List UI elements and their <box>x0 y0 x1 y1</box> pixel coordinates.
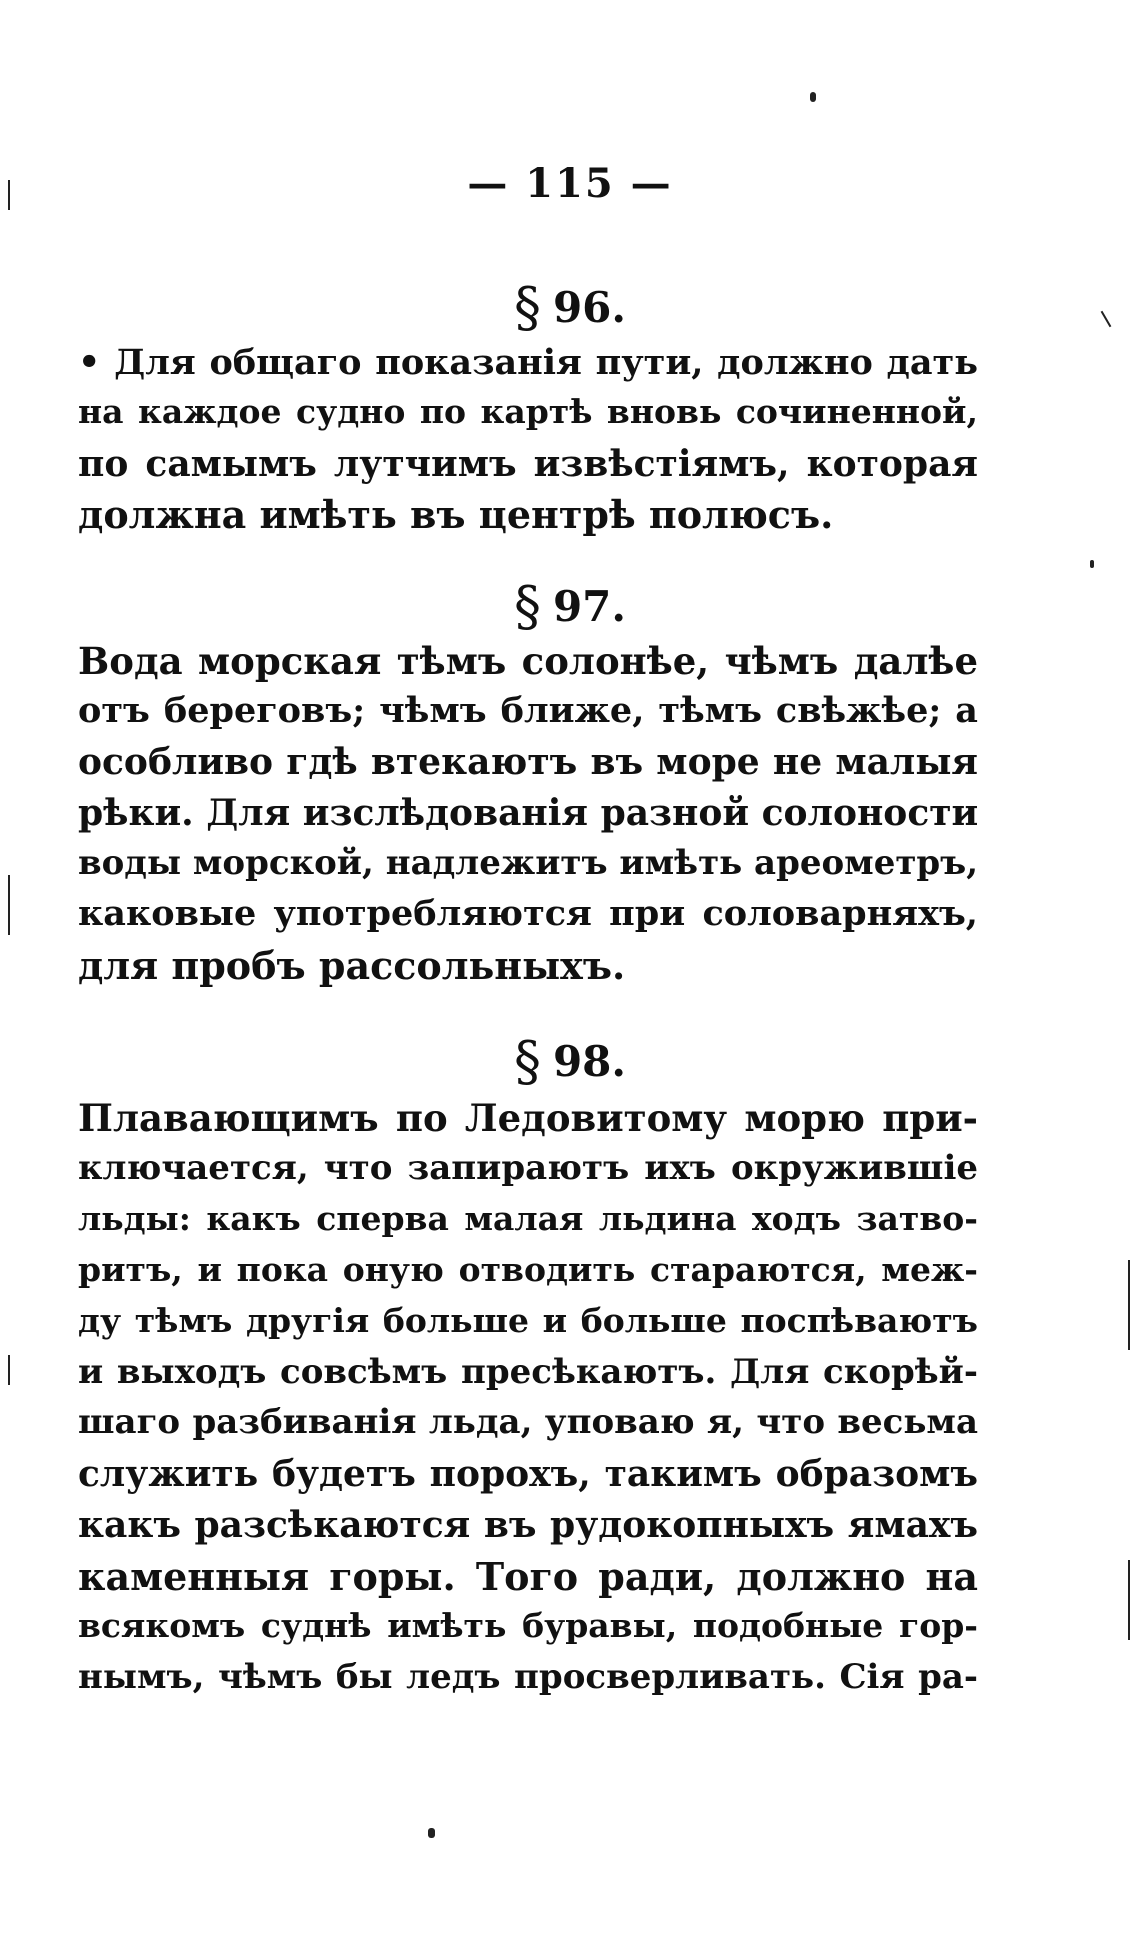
page-number: — 115 — <box>467 160 673 207</box>
section-number: 97. <box>552 582 627 631</box>
section-heading-96 <box>0 276 1140 339</box>
section-heading-98 <box>0 1030 1140 1093</box>
text-line: каковые употребляются при соловарняхъ, <box>78 893 978 934</box>
section-sign: § <box>513 1030 541 1093</box>
scan-mark-left-3 <box>8 1355 10 1385</box>
text-line: для пробъ рассольныхъ. <box>78 943 626 988</box>
text-line: рѣки. Для изслѣдованія разной солоности <box>78 792 979 834</box>
text-line: служить будетъ порохъ, такимъ образомъ <box>78 1453 978 1495</box>
text-line: какъ разсѣкаются въ рудокопныхъ ямахъ <box>78 1504 978 1546</box>
section-sign: § <box>513 276 541 339</box>
text-line: на каждое судно по картѣ вновь сочиненной, <box>78 392 978 431</box>
section-number: 98. <box>552 1037 627 1086</box>
text-line: особливо гдѣ втекаютъ въ море не малыя <box>78 741 978 783</box>
text-line: ключается, что запираютъ ихъ окружившіе <box>78 1148 978 1188</box>
text-line: нымъ, чѣмъ бы ледъ просверливать. Сія ра- <box>78 1657 978 1697</box>
text-line: отъ береговъ; чѣмъ ближе, тѣмъ свѣжѣе; а <box>78 690 978 731</box>
text-line: по самымъ лутчимъ извѣстіямъ, которая <box>78 443 978 485</box>
text-line: должна имѣть въ центрѣ полюсъ. <box>78 492 834 537</box>
scan-mark-right-2 <box>1128 1560 1130 1640</box>
text-line: каменныя горы. Того ради, должно на <box>78 1554 978 1599</box>
section-number: 96. <box>552 283 627 332</box>
section-sign: § <box>513 575 541 638</box>
text-line: ритъ, и пока оную отводить стараются, меж- <box>78 1250 978 1289</box>
scan-dot-2 <box>1090 560 1094 568</box>
text-line: Вода морская тѣмъ солонѣе, чѣмъ далѣе <box>78 639 978 683</box>
text-line: льды: какъ сперва малая льдина ходъ затво- <box>78 1199 978 1238</box>
scan-mark-left-2 <box>8 875 10 935</box>
scan-mark-right-1 <box>1128 1260 1130 1350</box>
text-line: воды морской, надлежитъ имѣть ареометръ, <box>78 843 979 883</box>
text-line: всякомъ суднѣ имѣть буравы, подобные гор- <box>78 1606 978 1645</box>
section-heading-97 <box>0 575 1140 638</box>
text-line: и выходъ совсѣмъ пресѣкаютъ. Для скорѣй- <box>78 1352 978 1392</box>
text-line: ду тѣмъ другія больше и больше поспѣваютъ <box>78 1301 978 1340</box>
text-line: шаго разбиванія льда, уповаю я, что весьма <box>78 1402 978 1442</box>
scan-dot-3 <box>428 1828 435 1838</box>
text-line: • Для общаго показанія пути, должно дать <box>78 342 978 383</box>
scan-dot-1 <box>810 92 816 102</box>
text-line: Плавающимъ по Ледовитому морю при- <box>78 1096 978 1140</box>
